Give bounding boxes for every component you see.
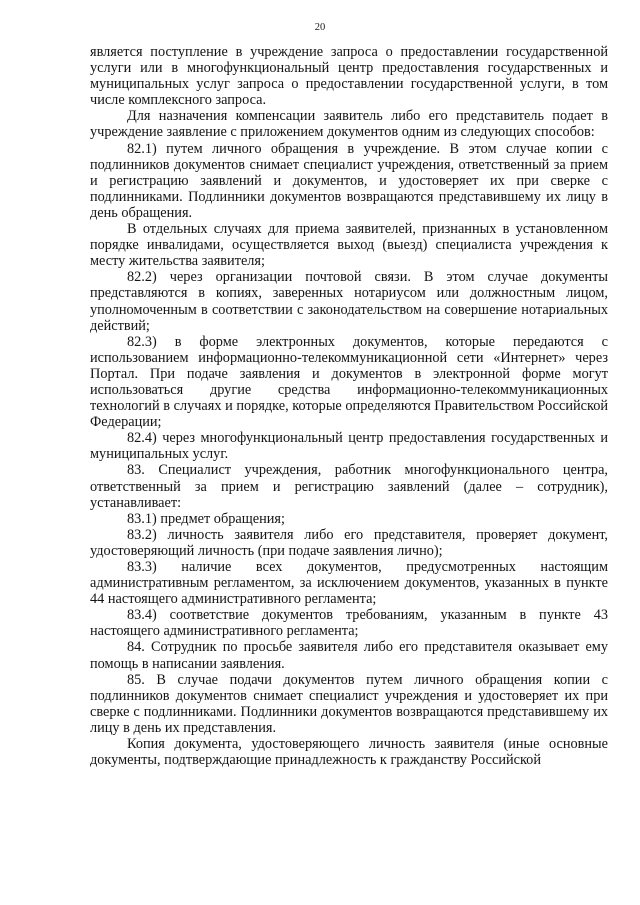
paragraph-84: 84. Сотрудник по просьбе заявителя либо его представителя оказывает ему помощь в написании заявления. xyxy=(90,639,608,672)
paragraph-83-4: 83.4) соответствие документов требованиям, указанным в пункте 43 настоящего административного регламента; xyxy=(90,607,608,640)
paragraph-83-2: 83.2) личность заявителя либо его представителя, проверяет документ, удостоверяющий личность (при подаче заявления лично); xyxy=(90,526,608,559)
paragraph-82-4: 82.4) через многофункциональный центр предоставления государственных и муниципальных услуг. xyxy=(90,430,608,463)
paragraph-82-1: 82.1) путем личного обращения в учреждение. В этом случае копии с подлинников документов снимает специалист учреждения, ответственный за прием и регистрацию заявлений и документов, и удостоверяет их при сверке с подлинниками. Подлинники документов возвращаются представившему их лицу в день обращения. xyxy=(90,140,608,221)
page-number: 20 xyxy=(314,22,326,33)
paragraph-disabled-visit: В отдельных случаях для приема заявителей, признанных в установленном порядке инвалидами, осуществляется выход (выезд) специалиста учреждения к месту жительства заявителя; xyxy=(90,221,608,270)
paragraph-continuation: является поступление в учреждение запроса о предоставлении государственной услуги или в многофункциональный центр предоставления государственных и муниципальных услуг запроса о предоставлении государственной услуги, в том числе комплексного запроса. xyxy=(90,44,608,109)
paragraph-application-methods: Для назначения компенсации заявитель либо его представитель подает в учреждение заявление с приложением документов одним из следующих способов: xyxy=(90,108,608,141)
paragraph-85: 85. В случае подачи документов путем личного обращения копии с подлинников документов снимает специалист учреждения и удостоверяет их при сверке с подлинниками. Подлинники документов возвращаются представившему их лицу в день их представления. xyxy=(90,671,608,736)
paragraph-82-2: 82.2) через организации почтовой связи. В этом случае документы представляются в копиях, заверенных нотариусом или должностным лицом, уполномоченным в соответствии с законодательством на совершение нотариальных действий; xyxy=(90,269,608,334)
paragraph-82-3: 82.3) в форме электронных документов, которые передаются с использованием информационно-телекоммуникационной сети «Интернет» через Портал. При подаче заявления и документов в электронной форме могут использоваться другие средства информационно-телекоммуникационных технологий в случаях и порядке, которые определяются Правительством Российской Федерации; xyxy=(90,333,608,431)
document-body xyxy=(90,44,608,768)
paragraph-identity-copy: Копия документа, удостоверяющего личность заявителя (иные основные документы, подтверждающие принадлежность к гражданству Российской xyxy=(90,736,608,769)
paragraph-83-1: 83.1) предмет обращения; xyxy=(127,510,285,527)
paragraph-83: 83. Специалист учреждения, работник многофункционального центра, ответственный за прием и регистрацию заявлений (далее – сотрудник), устанавливает: xyxy=(90,462,608,511)
paragraph-83-3: 83.3) наличие всех документов, предусмотренных настоящим административным регламентом, за исключением документов, указанных в пункте 44 настоящего административного регламента; xyxy=(90,559,608,608)
